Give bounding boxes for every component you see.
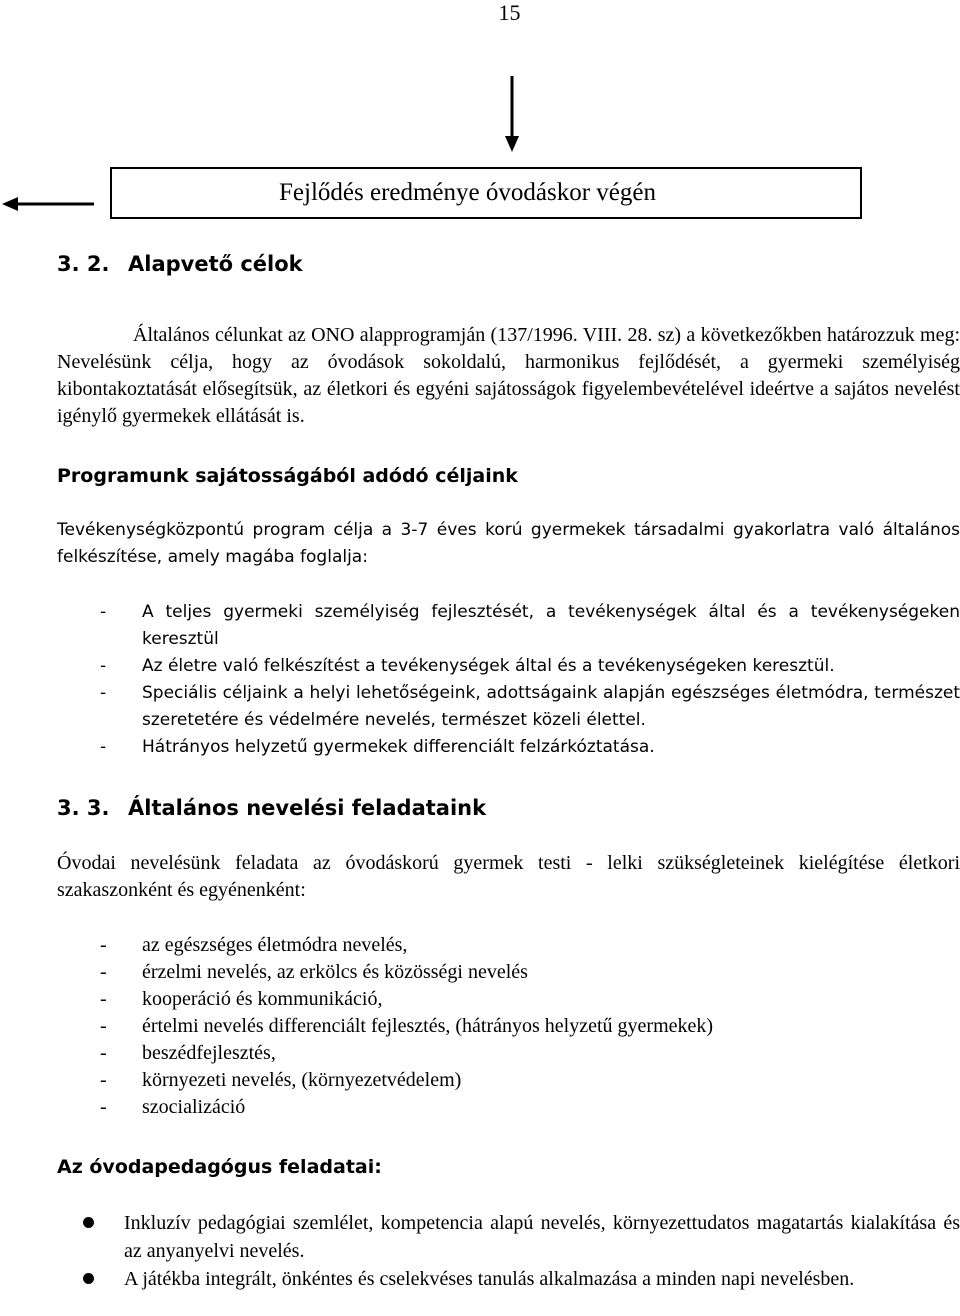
- list-item: [57, 680, 960, 734]
- list-item: [57, 986, 960, 1013]
- list-item: [57, 1013, 960, 1040]
- list-item-text: beszédfejlesztés,: [142, 1042, 276, 1064]
- section-number: 3. 2.: [57, 252, 110, 276]
- program-heading: Programunk sajátosságából adódó céljaink: [57, 465, 518, 487]
- list-item: [57, 1067, 960, 1094]
- list-item-text: kooperáció és kommunikáció,: [142, 988, 383, 1010]
- list-item: [57, 653, 960, 680]
- list-item: [57, 959, 960, 986]
- dash-marker: -: [100, 656, 107, 676]
- dash-marker: -: [100, 934, 107, 956]
- list-item: [57, 1040, 960, 1067]
- dash-marker: -: [100, 602, 107, 622]
- intro-paragraph: Általános célunkat az ONO alapprogramján (137/1996. VIII. 28. sz) a következőkben határozzuk meg: Nevelésünk célja, hogy az óvodások sokoldalú, harmonikus fejlődését, a gyermeki személyiség kibontakoztatását elősegítsük, az életkori és egyéni sajátosságok figyelembevételével ideértve a sajátos nevelést igénylő gyermekek ellátását is.: [57, 324, 960, 427]
- list-item: [57, 734, 960, 761]
- tasks-paragraph: Óvodai nevelésünk feladata az óvodáskorú gyermek testi - lelki szükségleteinek kielégítése életkori szakaszonként és egyénenként:: [57, 852, 960, 901]
- list-item: [57, 932, 960, 959]
- list-item-text: értelmi nevelés differenciált fejlesztés, (hátrányos helyzetű gyermekek): [142, 1015, 714, 1037]
- list-item-text: érzelmi nevelés, az erkölcs és közösségi nevelés: [142, 961, 528, 983]
- list-item: [57, 1209, 960, 1265]
- dash-marker: -: [100, 988, 107, 1010]
- list-item-text: szocializáció: [142, 1096, 246, 1118]
- dash-marker: -: [100, 737, 107, 757]
- boxed-title-text: Fejlődés eredménye óvodáskor végén: [279, 179, 656, 206]
- list-item-text: A teljes gyermeki személyiség fejlesztését, a tevékenységek által és a tevékenységeken keresztül: [142, 602, 960, 649]
- arrow-down-icon: [500, 74, 524, 154]
- list-item-text: környezeti nevelés, (környezetvédelem): [142, 1069, 462, 1091]
- educator-task-list: [57, 1209, 960, 1293]
- section-title: Alapvető célok: [128, 252, 303, 276]
- list-item: [57, 1094, 960, 1121]
- dash-marker: -: [100, 683, 107, 703]
- dash-marker: -: [100, 1042, 107, 1064]
- list-item-text: A játékba integrált, önkéntes és cselekvéses tanulás alkalmazása a minden napi nevelésben.: [124, 1268, 855, 1290]
- section-title: Általános nevelési feladataink: [128, 796, 487, 820]
- bullet-icon: [83, 1273, 94, 1284]
- task-list: [57, 932, 960, 1121]
- page-number: 15: [498, 0, 521, 25]
- list-item-text: Az életre való felkészítést a tevékenységek által és a tevékenységeken keresztül.: [142, 656, 835, 676]
- list-item: [57, 599, 960, 653]
- dash-marker: -: [100, 961, 107, 983]
- dash-marker: -: [100, 1096, 107, 1118]
- dash-marker: -: [100, 1069, 107, 1091]
- list-item-text: Hátrányos helyzetű gyermekek differenciált felzárkóztatása.: [142, 737, 655, 757]
- dash-marker: -: [100, 1015, 107, 1037]
- section-heading-3-3: [57, 794, 486, 822]
- program-paragraph: Tevékenységközpontú program célja a 3-7 éves korú gyermekek társadalmi gyakorlatra való általános felkészítése, amely magába foglalja:: [57, 520, 960, 567]
- list-item-text: Speciális céljaink a helyi lehetőségeink, adottságaink alapján egészséges életmódra, természet szeretetére és védelmére nevelés, természet közeli élettel.: [142, 683, 960, 730]
- section-number: 3. 3.: [57, 796, 110, 820]
- section-heading-3-2: [57, 250, 303, 278]
- arrow-left-icon: [0, 192, 96, 216]
- boxed-title: [110, 167, 862, 219]
- list-item-text: az egészséges életmódra nevelés,: [142, 934, 408, 956]
- list-item-text: Inkluzív pedagógiai szemlélet, kompetencia alapú nevelés, környezettudatos magatartás kialakítása és az anyanyelvi nevelés.: [124, 1212, 960, 1262]
- list-item: [57, 1265, 960, 1293]
- educator-heading: Az óvodapedagógus feladatai:: [57, 1156, 382, 1178]
- program-goal-list: [57, 599, 960, 761]
- bullet-icon: [83, 1217, 94, 1228]
